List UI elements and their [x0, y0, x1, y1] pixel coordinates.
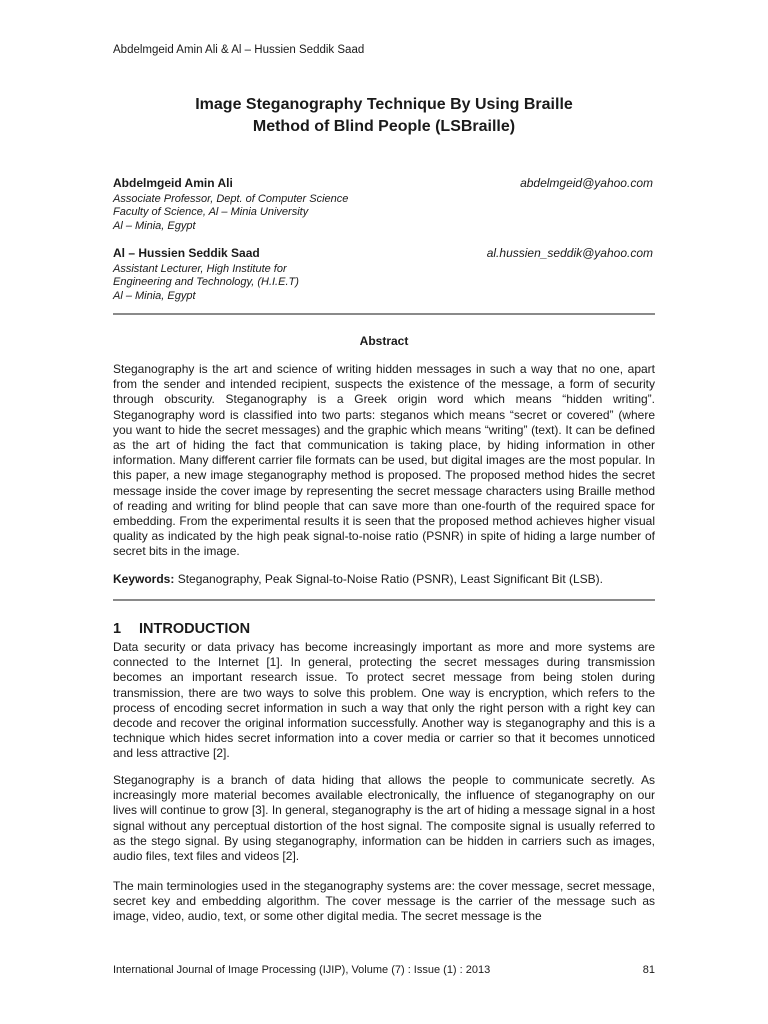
- author-affiliation-line: Engineering and Technology, (H.I.E.T): [113, 276, 299, 288]
- keywords: [113, 572, 655, 587]
- title-line-2: Method of Blind People (LSBraille): [252, 118, 516, 135]
- author-name: Abdelmgeid Amin Ali: [113, 176, 233, 190]
- body-paragraph: Data security or data privacy has become increasingly important as more and more systems are connected to the Internet [1]. In general, protecting the secret messages during transmission becomes an important research issue. To protect secret message from being stolen during transmission, there are two ways to solve this problem. One way is encryption, which refers to the process of encoding secret information in such a way that only the right person with a right key can decode and recover the original information successfully. Another way is steganography and this is a technique which hides secret information into a cover media or carrier so that it becomes unnoticed and less attractive [2].: [113, 640, 655, 761]
- author-1: [113, 177, 653, 233]
- section-number: 1: [113, 621, 122, 637]
- abstract-heading: Abstract: [359, 334, 409, 348]
- running-header: Abdelmgeid Amin Ali & Al – Hussien Seddik Saad: [113, 44, 365, 56]
- paper-title: [0, 94, 768, 138]
- author-affiliation-line: Al – Minia, Egypt: [113, 289, 196, 302]
- footer-journal: International Journal of Image Processing (IJIP), Volume (7) : Issue (1) : 2013: [113, 964, 491, 976]
- author-2: [113, 247, 653, 303]
- abstract-text: Steganography is the art and science of writing hidden messages in such a way that no one, apart from the sender and intended recipient, suspects the existence of the message, a form of security through obscurity. Steganography is a Greek origin word which means “hidden writing”. Steganography word is classified into two parts: steganos which means “secret or covered” (where you want to hide the secret messages) and the graphic which means “writing” (text). It can be defined as the art of hiding the fact that communication is taking place, by hiding information in other information. Many different carrier file formats can be used, but digital images are the most popular. In this paper, a new image steganography method is proposed. The proposed method hides the secret message inside the cover image by representing the secret message characters using Braille method of reading and writing for blind people that can save more than one-fourth of the required space for embedding. From the experimental results it is seen that the proposed method achieves higher visual quality as indicated by the high peak signal-to-noise ratio (PSNR) in spite of hiding a large number of secret bits in the image.: [113, 362, 655, 559]
- divider-rule: [113, 313, 655, 315]
- page-footer: [113, 964, 655, 976]
- page-number: 81: [642, 964, 655, 976]
- title-line-1: Image Steganography Technique By Using Braille: [195, 96, 573, 113]
- author-affiliation-line: Faculty of Science, Al – Minia University: [113, 206, 309, 218]
- author-affiliation-line: Al – Minia, Egypt: [113, 219, 196, 232]
- author-affiliation-line: Associate Professor, Dept. of Computer Science: [113, 192, 349, 205]
- body-paragraph: Steganography is a branch of data hiding that allows the people to communicate secretly. As increasingly more material becomes available electronically, the influence of steganography on our lives will continue to grow [3]. In general, steganography is the art of hiding a message signal in a host signal without any perceptual distortion of the host signal. The composite signal is usually referred to as the stego signal. By using steganography, information can be hidden in carriers such as images, audio files, text files and videos [2].: [113, 773, 655, 864]
- author-name: Al – Hussien Seddik Saad: [113, 246, 260, 260]
- author-email: abdelmgeid@yahoo.com: [520, 176, 653, 190]
- keywords-text: Steganography, Peak Signal-to-Noise Ratio (PSNR), Least Significant Bit (LSB).: [174, 572, 604, 586]
- keywords-label: Keywords:: [113, 572, 175, 586]
- author-email: al.hussien_seddik@yahoo.com: [486, 246, 653, 260]
- author-affiliation-line: Assistant Lecturer, High Institute for: [113, 262, 287, 275]
- body-paragraph: The main terminologies used in the steganography systems are: the cover message, secret message, secret key and embedding algorithm. The cover message is the carrier of the message such as image, video, audio, text, or some other digital media. The secret message is the: [113, 879, 655, 924]
- section-title: INTRODUCTION: [139, 621, 251, 637]
- divider-rule: [113, 599, 655, 601]
- section-heading: [113, 621, 250, 637]
